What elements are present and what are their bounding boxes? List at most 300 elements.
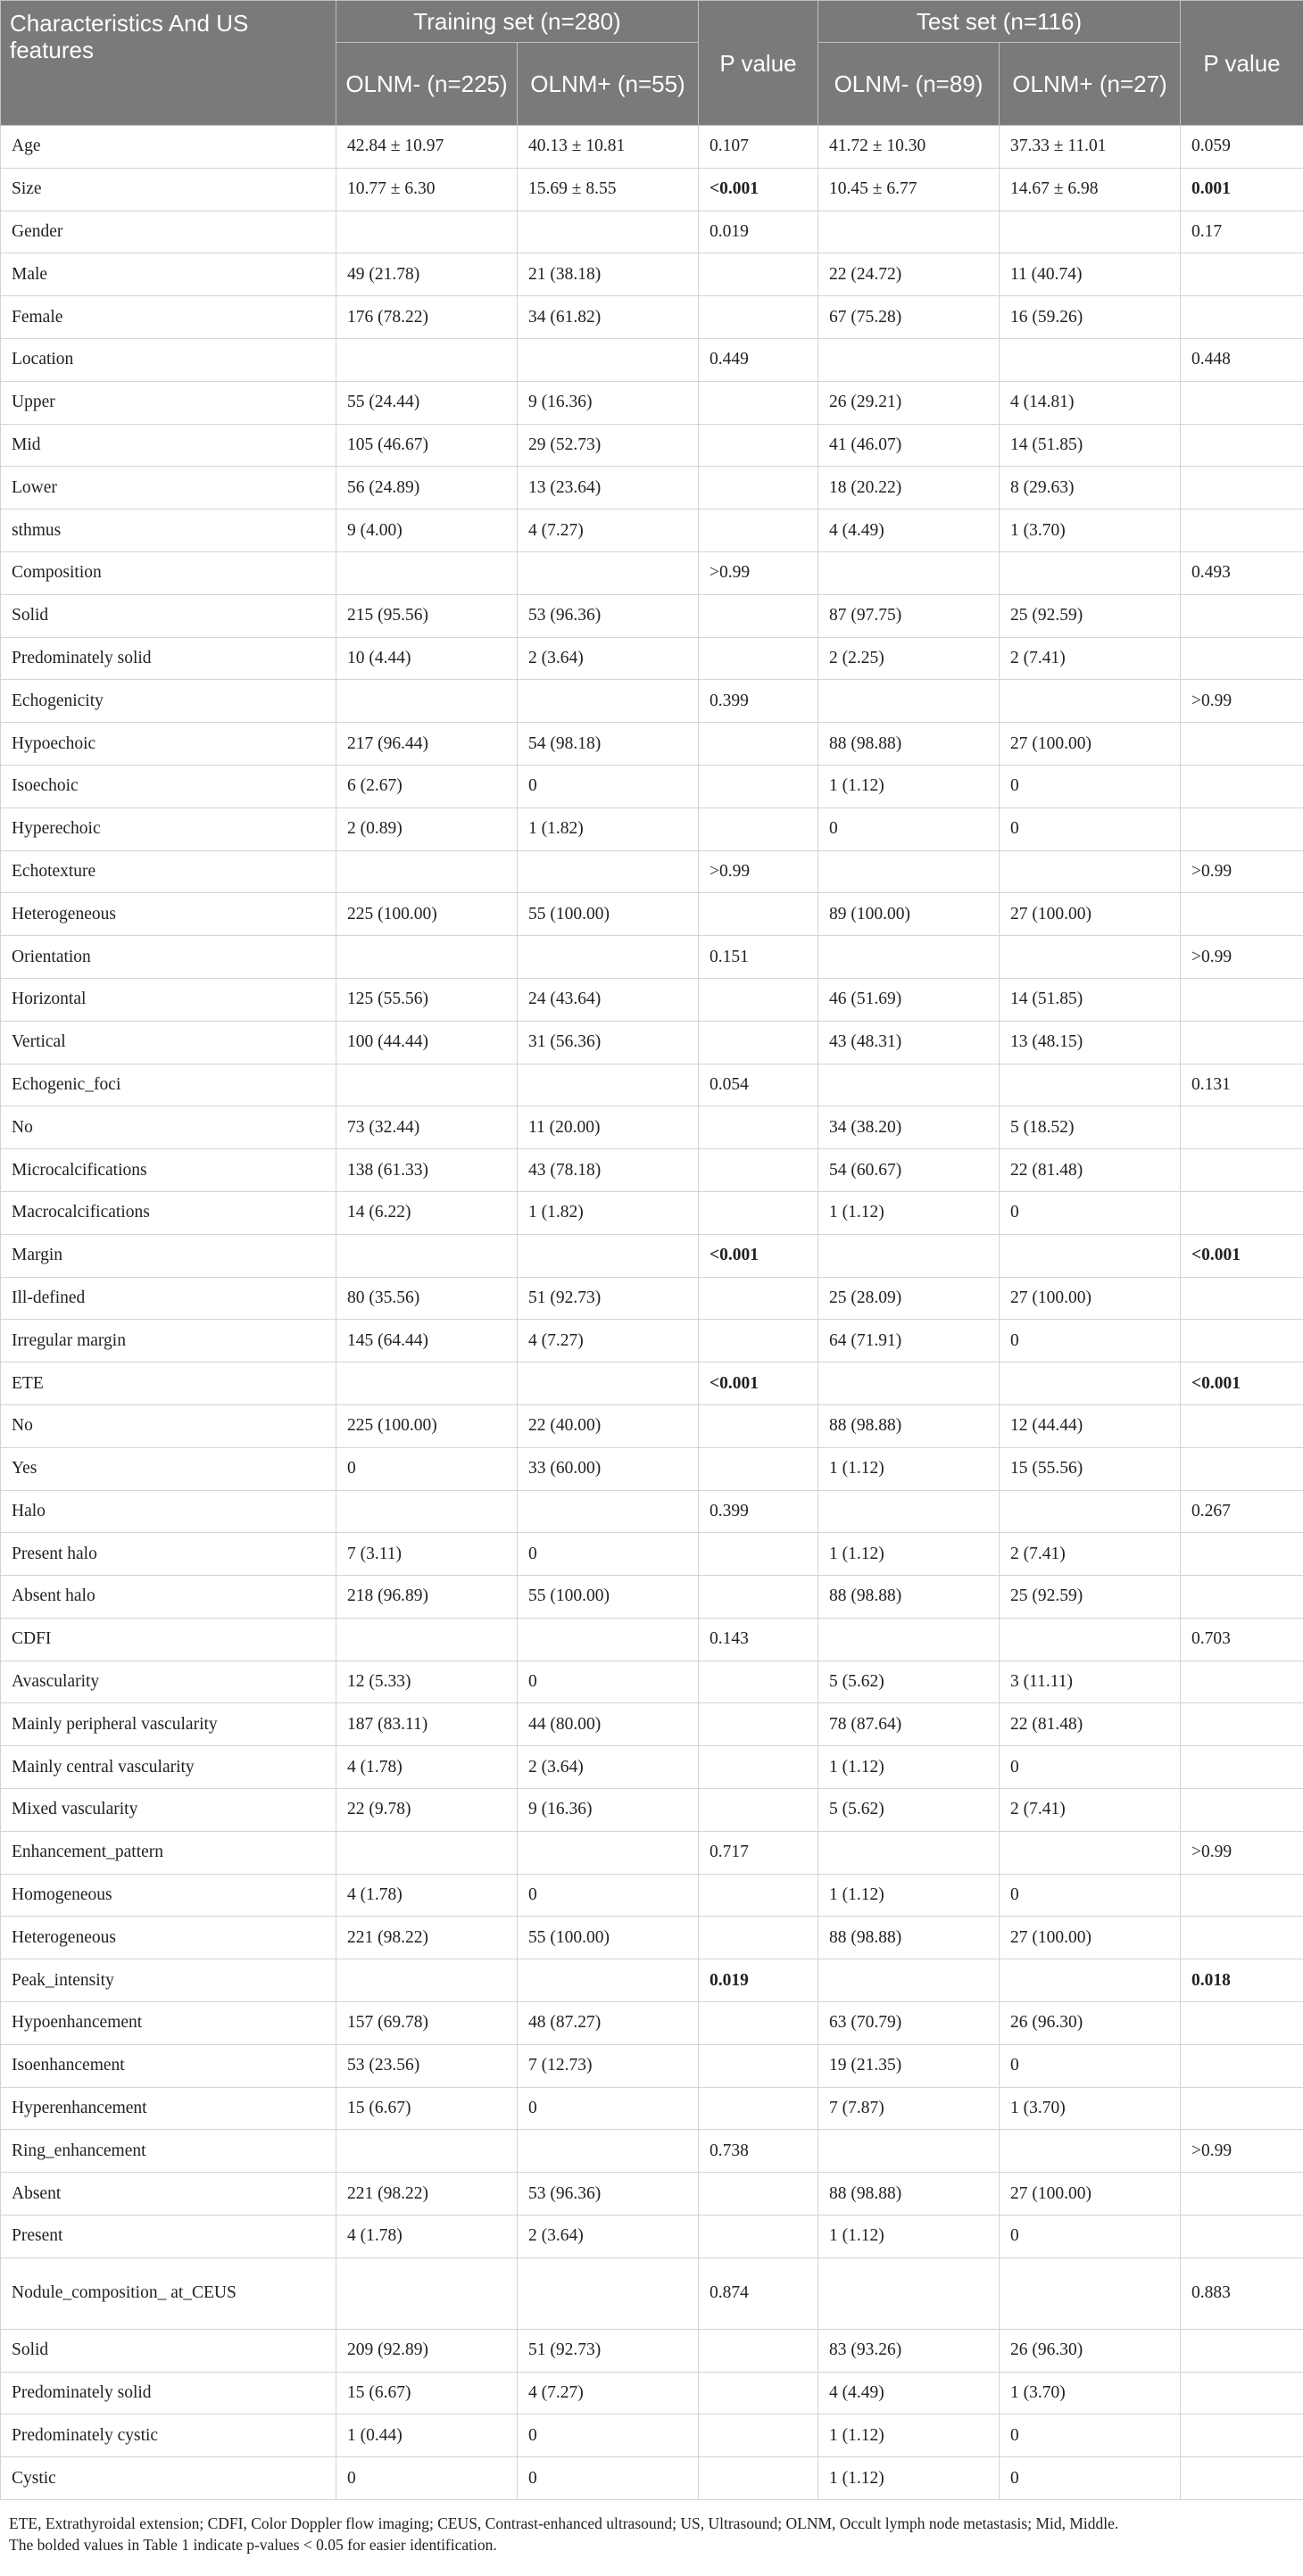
header-characteristics: Characteristics And US features bbox=[1, 1, 336, 126]
cell-test-olnm-neg: 0 bbox=[818, 808, 1000, 850]
cell-training-olnm-pos: 53 (96.36) bbox=[518, 594, 699, 637]
cell-characteristic: Absent halo bbox=[1, 1576, 336, 1619]
cell-training-olnm-pos: 24 (43.64) bbox=[518, 978, 699, 1021]
table-row bbox=[1, 1021, 1303, 1064]
cell-test-p-value bbox=[1181, 1533, 1303, 1576]
cell-training-p-value: <0.001 bbox=[699, 168, 818, 211]
cell-training-p-value: 0.738 bbox=[699, 2130, 818, 2173]
cell-test-olnm-neg: 5 (5.62) bbox=[818, 1789, 1000, 1832]
table-row bbox=[1, 1234, 1303, 1277]
cell-test-olnm-pos: 15 (55.56) bbox=[1000, 1447, 1181, 1490]
cell-test-p-value bbox=[1181, 765, 1303, 808]
cell-training-olnm-neg: 4 (1.78) bbox=[336, 1874, 518, 1917]
cell-training-olnm-neg bbox=[336, 1490, 518, 1533]
cell-training-olnm-neg bbox=[336, 1831, 518, 1874]
cell-training-olnm-pos: 33 (60.00) bbox=[518, 1447, 699, 1490]
table-row bbox=[1, 296, 1303, 339]
cell-training-p-value bbox=[699, 2414, 818, 2457]
cell-test-p-value: 0.131 bbox=[1181, 1064, 1303, 1106]
cell-training-olnm-pos: 44 (80.00) bbox=[518, 1703, 699, 1746]
cell-training-p-value bbox=[699, 808, 818, 850]
cell-test-olnm-neg: 78 (87.64) bbox=[818, 1703, 1000, 1746]
cell-training-olnm-pos bbox=[518, 1831, 699, 1874]
cell-test-olnm-pos: 5 (18.52) bbox=[1000, 1106, 1181, 1149]
cell-test-p-value bbox=[1181, 594, 1303, 637]
cell-test-p-value bbox=[1181, 2216, 1303, 2258]
cell-training-olnm-neg bbox=[336, 1363, 518, 1405]
cell-test-olnm-pos: 26 (96.30) bbox=[1000, 2002, 1181, 2045]
cell-training-olnm-neg: 187 (83.11) bbox=[336, 1703, 518, 1746]
cell-test-olnm-neg bbox=[818, 1490, 1000, 1533]
cell-training-olnm-neg: 1 (0.44) bbox=[336, 2414, 518, 2457]
cell-training-olnm-pos bbox=[518, 2257, 699, 2329]
cell-characteristic: Nodule_composition_ at_CEUS bbox=[1, 2257, 336, 2329]
cell-test-olnm-pos bbox=[1000, 338, 1181, 381]
cell-test-olnm-pos bbox=[1000, 2257, 1181, 2329]
cell-training-olnm-pos: 11 (20.00) bbox=[518, 1106, 699, 1149]
cell-test-p-value: >0.99 bbox=[1181, 1831, 1303, 1874]
cell-test-p-value bbox=[1181, 1106, 1303, 1149]
cell-training-olnm-neg: 100 (44.44) bbox=[336, 1021, 518, 1064]
table-row bbox=[1, 765, 1303, 808]
table-row bbox=[1, 2257, 1303, 2329]
cell-training-p-value bbox=[699, 893, 818, 936]
cell-training-p-value bbox=[699, 637, 818, 680]
cell-training-olnm-neg: 125 (55.56) bbox=[336, 978, 518, 1021]
cell-training-olnm-neg: 105 (46.67) bbox=[336, 424, 518, 467]
cell-test-p-value bbox=[1181, 723, 1303, 766]
cell-training-p-value bbox=[699, 765, 818, 808]
cell-characteristic: Margin bbox=[1, 1234, 336, 1277]
cell-training-olnm-pos: 1 (1.82) bbox=[518, 808, 699, 850]
cell-training-olnm-neg bbox=[336, 1064, 518, 1106]
cell-test-p-value bbox=[1181, 424, 1303, 467]
cell-characteristic: Halo bbox=[1, 1490, 336, 1533]
cell-test-olnm-neg bbox=[818, 1064, 1000, 1106]
cell-test-p-value bbox=[1181, 2087, 1303, 2130]
cell-test-p-value bbox=[1181, 2173, 1303, 2216]
header-training-olnm-pos: OLNM+ (n=55) bbox=[518, 43, 699, 126]
cell-training-olnm-neg: 4 (1.78) bbox=[336, 1746, 518, 1789]
cell-training-p-value bbox=[699, 723, 818, 766]
cell-characteristic: Male bbox=[1, 253, 336, 296]
cell-test-olnm-neg: 7 (7.87) bbox=[818, 2087, 1000, 2130]
table-row bbox=[1, 594, 1303, 637]
cell-training-p-value bbox=[699, 296, 818, 339]
cell-characteristic: Hyperechoic bbox=[1, 808, 336, 850]
cell-training-p-value: 0.399 bbox=[699, 680, 818, 723]
table-row bbox=[1, 424, 1303, 467]
cell-test-olnm-neg: 1 (1.12) bbox=[818, 2457, 1000, 2500]
cell-training-olnm-pos bbox=[518, 338, 699, 381]
cell-test-olnm-neg bbox=[818, 211, 1000, 253]
cell-training-p-value bbox=[699, 1021, 818, 1064]
cell-test-olnm-neg bbox=[818, 680, 1000, 723]
cell-characteristic: Echogenicity bbox=[1, 680, 336, 723]
cell-training-olnm-neg: 73 (32.44) bbox=[336, 1106, 518, 1149]
cell-training-p-value bbox=[699, 1661, 818, 1703]
table-row bbox=[1, 1789, 1303, 1832]
cell-characteristic: Gender bbox=[1, 211, 336, 253]
cell-characteristic: Upper bbox=[1, 381, 336, 424]
cell-characteristic: Predominately solid bbox=[1, 2372, 336, 2414]
cell-training-p-value bbox=[699, 253, 818, 296]
cell-characteristic: Ill-defined bbox=[1, 1277, 336, 1320]
cell-characteristic: Present bbox=[1, 2216, 336, 2258]
table-row bbox=[1, 723, 1303, 766]
cell-training-olnm-pos: 29 (52.73) bbox=[518, 424, 699, 467]
cell-characteristic: Hypoenhancement bbox=[1, 2002, 336, 2045]
cell-training-olnm-neg bbox=[336, 211, 518, 253]
cell-test-olnm-neg: 41 (46.07) bbox=[818, 424, 1000, 467]
cell-test-olnm-pos bbox=[1000, 1490, 1181, 1533]
cell-test-p-value bbox=[1181, 1447, 1303, 1490]
cell-training-p-value: 0.143 bbox=[699, 1618, 818, 1661]
cell-training-p-value bbox=[699, 978, 818, 1021]
cell-test-olnm-pos bbox=[1000, 1618, 1181, 1661]
cell-training-olnm-pos bbox=[518, 1234, 699, 1277]
cell-test-p-value bbox=[1181, 1191, 1303, 1234]
cell-test-olnm-neg: 26 (29.21) bbox=[818, 381, 1000, 424]
cell-training-p-value bbox=[699, 2372, 818, 2414]
cell-training-olnm-pos: 9 (16.36) bbox=[518, 381, 699, 424]
table-row bbox=[1, 467, 1303, 509]
cell-test-p-value: <0.001 bbox=[1181, 1363, 1303, 1405]
cell-training-p-value bbox=[699, 2044, 818, 2087]
header-test-olnm-neg: OLNM- (n=89) bbox=[818, 43, 1000, 126]
cell-test-olnm-pos: 1 (3.70) bbox=[1000, 2087, 1181, 2130]
cell-test-p-value bbox=[1181, 1021, 1303, 1064]
cell-training-olnm-neg: 6 (2.67) bbox=[336, 765, 518, 808]
cell-characteristic: Hyperenhancement bbox=[1, 2087, 336, 2130]
cell-training-olnm-pos: 4 (7.27) bbox=[518, 2372, 699, 2414]
table-row bbox=[1, 2457, 1303, 2500]
cell-training-olnm-neg bbox=[336, 551, 518, 594]
cell-test-olnm-pos bbox=[1000, 1831, 1181, 1874]
cell-test-olnm-pos: 14 (51.85) bbox=[1000, 978, 1181, 1021]
cell-characteristic: Echogenic_foci bbox=[1, 1064, 336, 1106]
cell-test-olnm-neg bbox=[818, 1363, 1000, 1405]
cell-training-olnm-pos bbox=[518, 936, 699, 979]
cell-characteristic: Yes bbox=[1, 1447, 336, 1490]
cell-training-olnm-neg: 4 (1.78) bbox=[336, 2216, 518, 2258]
table-row bbox=[1, 126, 1303, 169]
cell-test-olnm-pos bbox=[1000, 1234, 1181, 1277]
table-row bbox=[1, 2173, 1303, 2216]
cell-training-p-value bbox=[699, 1447, 818, 1490]
cell-characteristic: Absent bbox=[1, 2173, 336, 2216]
table-row bbox=[1, 1746, 1303, 1789]
cell-test-p-value: 0.493 bbox=[1181, 551, 1303, 594]
cell-test-olnm-neg: 43 (48.31) bbox=[818, 1021, 1000, 1064]
cell-training-olnm-pos bbox=[518, 1490, 699, 1533]
cell-test-olnm-pos: 0 bbox=[1000, 1320, 1181, 1363]
cell-training-olnm-pos: 4 (7.27) bbox=[518, 509, 699, 552]
cell-test-p-value bbox=[1181, 1149, 1303, 1192]
cell-test-olnm-neg: 25 (28.09) bbox=[818, 1277, 1000, 1320]
cell-training-p-value bbox=[699, 1746, 818, 1789]
cell-training-p-value bbox=[699, 1191, 818, 1234]
cell-test-olnm-neg: 1 (1.12) bbox=[818, 1874, 1000, 1917]
cell-test-olnm-pos: 3 (11.11) bbox=[1000, 1661, 1181, 1703]
cell-training-olnm-pos bbox=[518, 551, 699, 594]
table-row bbox=[1, 211, 1303, 253]
cell-characteristic: CDFI bbox=[1, 1618, 336, 1661]
cell-characteristic: Irregular margin bbox=[1, 1320, 336, 1363]
cell-training-olnm-pos: 22 (40.00) bbox=[518, 1404, 699, 1447]
table-row bbox=[1, 1490, 1303, 1533]
cell-test-olnm-pos: 14.67 ± 6.98 bbox=[1000, 168, 1181, 211]
cell-test-olnm-neg: 1 (1.12) bbox=[818, 1746, 1000, 1789]
cell-training-p-value bbox=[699, 594, 818, 637]
cell-test-p-value bbox=[1181, 893, 1303, 936]
cell-test-olnm-neg: 89 (100.00) bbox=[818, 893, 1000, 936]
cell-test-p-value: 0.448 bbox=[1181, 338, 1303, 381]
cell-training-olnm-neg: 7 (3.11) bbox=[336, 1533, 518, 1576]
table-row bbox=[1, 551, 1303, 594]
cell-test-p-value: 0.001 bbox=[1181, 168, 1303, 211]
cell-test-olnm-pos bbox=[1000, 1064, 1181, 1106]
cell-test-p-value: 0.267 bbox=[1181, 1490, 1303, 1533]
cell-test-p-value bbox=[1181, 2044, 1303, 2087]
cell-test-olnm-pos: 1 (3.70) bbox=[1000, 2372, 1181, 2414]
cell-test-olnm-neg bbox=[818, 1959, 1000, 2002]
cell-training-p-value bbox=[699, 1106, 818, 1149]
cell-test-olnm-pos: 26 (96.30) bbox=[1000, 2329, 1181, 2372]
table-row bbox=[1, 1831, 1303, 1874]
cell-characteristic: Predominately cystic bbox=[1, 2414, 336, 2457]
cell-test-olnm-neg: 46 (51.69) bbox=[818, 978, 1000, 1021]
cell-test-olnm-neg bbox=[818, 936, 1000, 979]
cell-test-olnm-pos: 0 bbox=[1000, 2414, 1181, 2457]
cell-test-olnm-neg: 54 (60.67) bbox=[818, 1149, 1000, 1192]
cell-characteristic: Composition bbox=[1, 551, 336, 594]
cell-training-olnm-pos: 2 (3.64) bbox=[518, 637, 699, 680]
cell-test-olnm-neg bbox=[818, 1234, 1000, 1277]
cell-training-p-value bbox=[699, 1404, 818, 1447]
cell-training-olnm-neg: 145 (64.44) bbox=[336, 1320, 518, 1363]
table-row bbox=[1, 2216, 1303, 2258]
header-training-set: Training set (n=280) bbox=[336, 1, 699, 43]
cell-training-olnm-pos: 21 (38.18) bbox=[518, 253, 699, 296]
cell-training-olnm-neg bbox=[336, 1959, 518, 2002]
cell-test-olnm-pos: 0 bbox=[1000, 2216, 1181, 2258]
cell-characteristic: Echotexture bbox=[1, 850, 336, 893]
cell-characteristic: Mid bbox=[1, 424, 336, 467]
cell-training-p-value: 0.107 bbox=[699, 126, 818, 169]
table-row bbox=[1, 2044, 1303, 2087]
cell-test-p-value: 0.17 bbox=[1181, 211, 1303, 253]
cell-characteristic: Solid bbox=[1, 594, 336, 637]
cell-training-olnm-neg: 49 (21.78) bbox=[336, 253, 518, 296]
cell-test-p-value: >0.99 bbox=[1181, 850, 1303, 893]
cell-test-olnm-neg: 19 (21.35) bbox=[818, 2044, 1000, 2087]
table-row bbox=[1, 1404, 1303, 1447]
cell-training-olnm-pos: 0 bbox=[518, 2087, 699, 2130]
cell-test-p-value: >0.99 bbox=[1181, 936, 1303, 979]
cell-training-olnm-neg: 0 bbox=[336, 1447, 518, 1490]
cell-training-p-value bbox=[699, 2216, 818, 2258]
cell-test-olnm-neg: 1 (1.12) bbox=[818, 2216, 1000, 2258]
cell-test-olnm-pos bbox=[1000, 936, 1181, 979]
cell-training-olnm-pos: 55 (100.00) bbox=[518, 893, 699, 936]
cell-characteristic: Heterogeneous bbox=[1, 1917, 336, 1959]
cell-training-olnm-pos: 0 bbox=[518, 765, 699, 808]
table-footnote bbox=[0, 2500, 1303, 2555]
table-row bbox=[1, 1661, 1303, 1703]
cell-test-p-value bbox=[1181, 296, 1303, 339]
cell-training-olnm-neg: 12 (5.33) bbox=[336, 1661, 518, 1703]
cell-training-olnm-pos bbox=[518, 680, 699, 723]
table-row bbox=[1, 1447, 1303, 1490]
cell-training-olnm-neg: 53 (23.56) bbox=[336, 2044, 518, 2087]
cell-test-olnm-neg: 88 (98.88) bbox=[818, 723, 1000, 766]
cell-test-p-value bbox=[1181, 1746, 1303, 1789]
cell-training-olnm-neg bbox=[336, 338, 518, 381]
cell-characteristic: Mainly peripheral vascularity bbox=[1, 1703, 336, 1746]
cell-training-olnm-neg: 218 (96.89) bbox=[336, 1576, 518, 1619]
cell-training-p-value: >0.99 bbox=[699, 850, 818, 893]
cell-training-olnm-pos bbox=[518, 211, 699, 253]
cell-test-p-value: 0.703 bbox=[1181, 1618, 1303, 1661]
cell-training-olnm-neg: 176 (78.22) bbox=[336, 296, 518, 339]
header-test-olnm-pos: OLNM+ (n=27) bbox=[1000, 43, 1181, 126]
cell-training-olnm-neg: 80 (35.56) bbox=[336, 1277, 518, 1320]
cell-training-olnm-pos: 2 (3.64) bbox=[518, 1746, 699, 1789]
cell-training-olnm-pos: 1 (1.82) bbox=[518, 1191, 699, 1234]
cell-characteristic: Avascularity bbox=[1, 1661, 336, 1703]
cell-test-p-value bbox=[1181, 1277, 1303, 1320]
cell-test-olnm-neg: 87 (97.75) bbox=[818, 594, 1000, 637]
table-row bbox=[1, 978, 1303, 1021]
cell-training-olnm-pos: 2 (3.64) bbox=[518, 2216, 699, 2258]
cell-test-olnm-neg: 1 (1.12) bbox=[818, 1533, 1000, 1576]
cell-test-olnm-pos: 12 (44.44) bbox=[1000, 1404, 1181, 1447]
table-row bbox=[1, 1106, 1303, 1149]
cell-training-olnm-pos: 51 (92.73) bbox=[518, 1277, 699, 1320]
cell-training-olnm-pos bbox=[518, 850, 699, 893]
cell-test-olnm-pos: 2 (7.41) bbox=[1000, 637, 1181, 680]
cell-training-olnm-pos: 40.13 ± 10.81 bbox=[518, 126, 699, 169]
cell-training-olnm-neg bbox=[336, 936, 518, 979]
cell-training-olnm-pos: 4 (7.27) bbox=[518, 1320, 699, 1363]
cell-characteristic: Location bbox=[1, 338, 336, 381]
cell-training-olnm-pos bbox=[518, 1064, 699, 1106]
cell-training-olnm-neg: 10 (4.44) bbox=[336, 637, 518, 680]
cell-test-p-value bbox=[1181, 1576, 1303, 1619]
cell-training-olnm-pos: 55 (100.00) bbox=[518, 1576, 699, 1619]
cell-test-olnm-pos bbox=[1000, 1959, 1181, 2002]
cell-test-p-value bbox=[1181, 253, 1303, 296]
table-row bbox=[1, 1533, 1303, 1576]
cell-test-olnm-neg: 4 (4.49) bbox=[818, 2372, 1000, 2414]
cell-test-olnm-neg bbox=[818, 551, 1000, 594]
cell-training-olnm-pos: 0 bbox=[518, 2414, 699, 2457]
cell-test-olnm-neg: 41.72 ± 10.30 bbox=[818, 126, 1000, 169]
cell-test-olnm-neg bbox=[818, 2130, 1000, 2173]
table-row bbox=[1, 338, 1303, 381]
cell-characteristic: No bbox=[1, 1106, 336, 1149]
cell-test-olnm-neg: 5 (5.62) bbox=[818, 1661, 1000, 1703]
cell-characteristic: Predominately solid bbox=[1, 637, 336, 680]
cell-training-p-value bbox=[699, 1320, 818, 1363]
cell-training-p-value bbox=[699, 1917, 818, 1959]
cell-test-p-value bbox=[1181, 1703, 1303, 1746]
cell-test-olnm-pos: 27 (100.00) bbox=[1000, 893, 1181, 936]
cell-training-olnm-pos: 31 (56.36) bbox=[518, 1021, 699, 1064]
table-row bbox=[1, 1874, 1303, 1917]
cell-training-p-value bbox=[699, 1533, 818, 1576]
cell-training-olnm-neg bbox=[336, 850, 518, 893]
cell-training-olnm-pos: 0 bbox=[518, 1661, 699, 1703]
cell-training-p-value bbox=[699, 2329, 818, 2372]
cell-test-olnm-neg: 88 (98.88) bbox=[818, 1404, 1000, 1447]
cell-test-p-value bbox=[1181, 2002, 1303, 2045]
cell-training-p-value: <0.001 bbox=[699, 1234, 818, 1277]
cell-test-olnm-neg: 1 (1.12) bbox=[818, 1191, 1000, 1234]
footnote-bold-note: The bolded values in Table 1 indicate p-values < 0.05 for easier identification. bbox=[9, 2536, 497, 2555]
cell-characteristic: Solid bbox=[1, 2329, 336, 2372]
table-row bbox=[1, 2329, 1303, 2372]
cell-test-olnm-pos: 13 (48.15) bbox=[1000, 1021, 1181, 1064]
cell-training-olnm-neg: 209 (92.89) bbox=[336, 2329, 518, 2372]
cell-training-olnm-pos: 51 (92.73) bbox=[518, 2329, 699, 2372]
cell-training-olnm-pos bbox=[518, 1618, 699, 1661]
cell-training-olnm-neg bbox=[336, 1234, 518, 1277]
cell-characteristic: Enhancement_pattern bbox=[1, 1831, 336, 1874]
cell-training-p-value bbox=[699, 1703, 818, 1746]
cell-test-p-value: >0.99 bbox=[1181, 680, 1303, 723]
cell-test-olnm-pos: 22 (81.48) bbox=[1000, 1149, 1181, 1192]
cell-test-p-value bbox=[1181, 2372, 1303, 2414]
cell-characteristic: Orientation bbox=[1, 936, 336, 979]
cell-training-olnm-pos: 53 (96.36) bbox=[518, 2173, 699, 2216]
cell-training-olnm-neg: 221 (98.22) bbox=[336, 1917, 518, 1959]
cell-training-olnm-pos: 34 (61.82) bbox=[518, 296, 699, 339]
table-row bbox=[1, 637, 1303, 680]
footnote-abbreviations: ETE, Extrathyroidal extension; CDFI, Color Doppler flow imaging; CEUS, Contrast-enhanced ultrasound; US, Ultrasound; OLNM, Occult lymph node metastasis; Mid, Middle. bbox=[9, 2514, 1119, 2533]
cell-test-olnm-pos: 0 bbox=[1000, 808, 1181, 850]
cell-characteristic: No bbox=[1, 1404, 336, 1447]
cell-training-p-value bbox=[699, 1874, 818, 1917]
cell-characteristic: Female bbox=[1, 296, 336, 339]
cell-test-olnm-neg bbox=[818, 850, 1000, 893]
cell-training-p-value bbox=[699, 381, 818, 424]
cell-training-p-value: 0.874 bbox=[699, 2257, 818, 2329]
cell-training-olnm-pos: 48 (87.27) bbox=[518, 2002, 699, 2045]
cell-training-p-value bbox=[699, 2457, 818, 2500]
cell-training-p-value bbox=[699, 2173, 818, 2216]
cell-training-olnm-neg: 221 (98.22) bbox=[336, 2173, 518, 2216]
header-test-set: Test set (n=116) bbox=[818, 1, 1181, 43]
table-row bbox=[1, 2087, 1303, 2130]
cell-test-olnm-pos: 11 (40.74) bbox=[1000, 253, 1181, 296]
cell-test-olnm-pos: 14 (51.85) bbox=[1000, 424, 1181, 467]
cell-test-olnm-neg: 34 (38.20) bbox=[818, 1106, 1000, 1149]
cell-test-olnm-neg: 4 (4.49) bbox=[818, 509, 1000, 552]
cell-training-olnm-pos bbox=[518, 1959, 699, 2002]
cell-test-olnm-pos: 2 (7.41) bbox=[1000, 1789, 1181, 1832]
cell-training-olnm-neg: 15 (6.67) bbox=[336, 2372, 518, 2414]
cell-training-p-value bbox=[699, 467, 818, 509]
cell-training-p-value bbox=[699, 2087, 818, 2130]
cell-test-p-value: 0.883 bbox=[1181, 2257, 1303, 2329]
table-row bbox=[1, 1618, 1303, 1661]
cell-test-olnm-neg: 18 (20.22) bbox=[818, 467, 1000, 509]
table-row bbox=[1, 1191, 1303, 1234]
cell-training-olnm-neg: 0 bbox=[336, 2457, 518, 2500]
table-row bbox=[1, 808, 1303, 850]
